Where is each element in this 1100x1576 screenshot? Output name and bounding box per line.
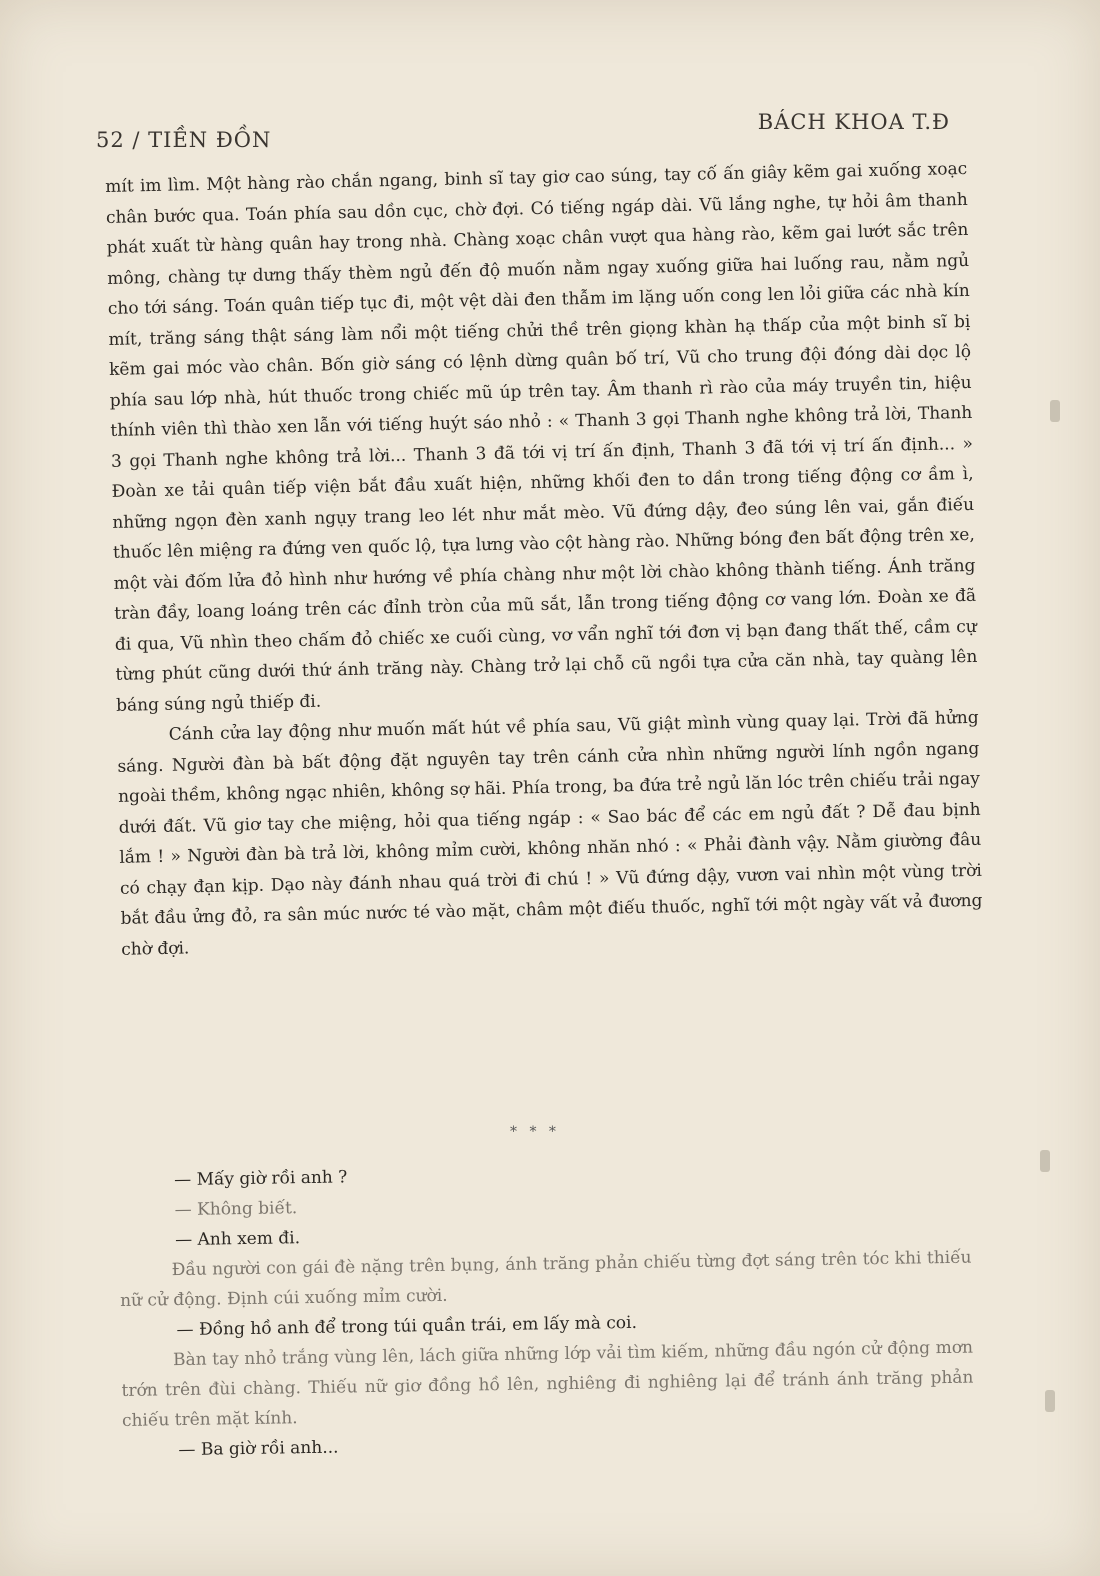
dialogue-section	[118, 1153, 975, 1466]
book-title: BÁCH KHOA T.Đ	[757, 110, 950, 134]
dialogue-line: — Không biết.	[174, 1198, 298, 1221]
main-text	[105, 154, 983, 965]
binding-mark	[1040, 1150, 1050, 1172]
paragraph: Bàn tay nhỏ trắng vùng lên, lách giữa những lớp vải tìm kiếm, những đầu ngón cử động mơn trớn trên đùi chàng. Thiếu nữ giơ đồng hồ lên, nghiêng đi nghiêng lại để tránh ánh trăng phản chiếu trên mặt kính.	[121, 1337, 974, 1431]
dialogue-line: — Ba giờ rồi anh...	[178, 1437, 339, 1461]
section-separator: * * *	[510, 1124, 560, 1140]
paragraph: Đầu người con gái đè nặng trên bụng, ánh trăng phản chiếu từng đợt sáng trên tóc khi thiếu nữ cử động. Định cúi xuống mỉm cười.	[119, 1247, 972, 1311]
binding-mark	[1050, 400, 1060, 422]
paragraph: Cánh cửa lay động như muốn mất hút về phía sau, Vũ giật mình vùng quay lại. Trời đã hửng sáng. Người đàn bà bất động đặt nguyên tay trên cánh cửa nhìn những người lính ngồn ngang ngoài thềm, không ngạc nhiên, không sợ hãi. Phía trong, ba đứa trẻ ngủ lăn lóc trên chiếu trải ngay dưới đất. Vũ giơ tay che miệng, hỏi qua tiếng ngáp : « Sao bác để các em ngủ đất ? Dễ đau bịnh lắm ! » Người đàn bà trả lời, không mỉm cười, không nhăn nhó : « Phải đành vậy. Nằm giường đâu có chạy đạn kịp. Dạo này đánh nhau quá trời đi chú ! » Vũ đứng dậy, vươn vai nhìn một vùng trời bắt đầu ửng đỏ, ra sân múc nước té vào mặt, châm một điếu thuốc, nghĩ tới một ngày vất vả đương chờ đợi.	[117, 707, 983, 960]
dialogue-line: — Mấy giờ rồi anh ?	[174, 1167, 348, 1191]
paragraph: mít im lìm. Một hàng rào chắn ngang, binh sĩ tay giơ cao súng, tay cố ấn giây kẽm gai xuống xoạc chân bước qua. Toán phía sau dồn cục, chờ đợi. Có tiếng ngáp dài. Vũ lắng nghe, tự hỏi âm thanh phát xuất từ hàng quân hay trong nhà. Chàng xoạc chân vượt qua hàng rào, kẽm gai lướt sắc trên mông, chàng tự dưng thấy thèm ngủ đến độ muốn nằm ngay xuống giữa hai luống rau, nằm ngủ cho tới sáng. Toán quân tiếp tục đi, một vệt dài đen thẫm im lặng uốn cong len lỏi giữa các nhà kín mít, trăng sáng thật sáng làm nổi một tiếng chửi thề trên giọng khàn hạ thấp của một binh sĩ bị kẽm gai móc vào chân. Bốn giờ sáng có lệnh dừng quân bố trí, Vũ cho trung đội đóng dài dọc lộ phía sau lớp nhà, hút thuốc trong chiếc mũ úp trên tay. Âm thanh rì rào của máy truyền tin, hiệu thính viên thì thào xen lẫn với tiếng huýt sáo nhỏ : « Thanh 3 gọi Thanh nghe không trả lời, Thanh 3 gọi Thanh nghe không trả lời... Thanh 3 đã tới vị trí ấn định, Thanh 3 đã tới vị trí ấn định... » Đoàn xe tải quân tiếp viện bắt đầu xuất hiện, những khối đen to dần trong tiếng động cơ ầm ì, những ngọn đèn xanh ngụy trang leo lét như mắt mèo. Vũ đứng dậy, đeo súng lên vai, gắn điếu thuốc lên miệng ra đứng ven quốc lộ, tựa lưng vào cột hàng rào. Những bóng đen bất động trên xe, một vài đốm lửa đỏ hình như hướng về phía chàng như một lời chào không thành tiếng. Ánh trăng tràn đầy, loang loáng trên các đỉnh tròn của mũ sắt, lẫn trong tiếng động cơ vang lớn. Đoàn xe đã đi qua, Vũ nhìn theo chấm đỏ chiếc xe cuối cùng, vơ vẩn nghĩ tới đơn vị bạn đang thất thế, cầm cự từng phút cũng dưới thứ ánh trăng này. Chàng trở lại chỗ cũ ngồi tựa cửa căn nhà, tay quàng lên báng súng ngủ thiếp đi.	[105, 158, 978, 716]
dialogue-line: — Đồng hồ anh để trong túi quần trái, em lấy mà coi.	[176, 1312, 638, 1341]
binding-mark	[1045, 1390, 1055, 1412]
dialogue-line: — Anh xem đi.	[175, 1228, 301, 1251]
page-number-and-section: 52 / TIỀN ĐỒN	[96, 128, 272, 152]
